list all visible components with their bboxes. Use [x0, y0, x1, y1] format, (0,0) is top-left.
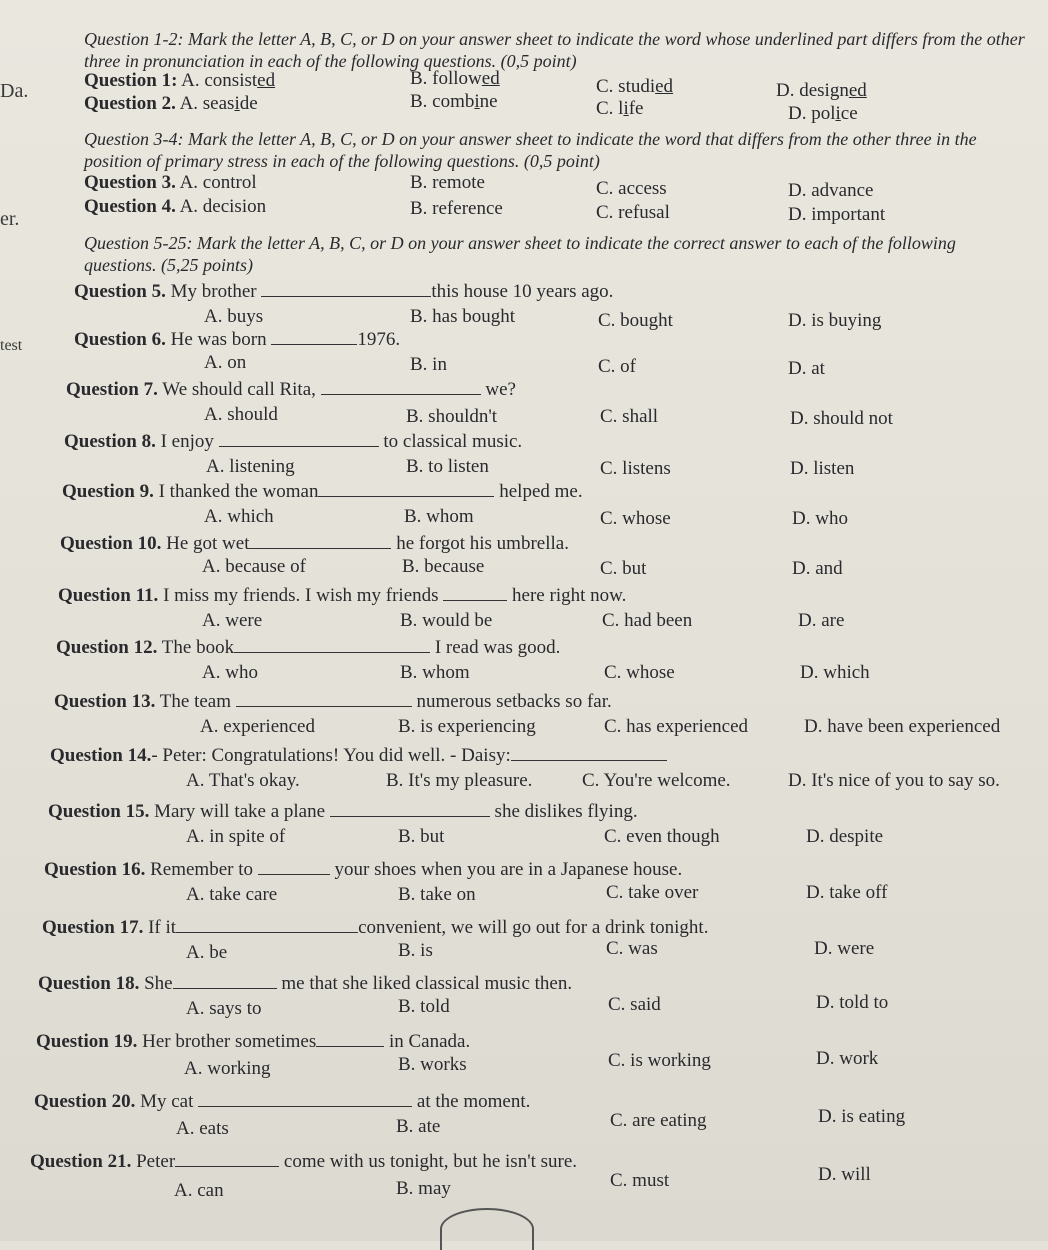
option-c[interactable]: C. is working	[608, 1050, 711, 1071]
answer-blank[interactable]	[316, 1030, 384, 1047]
question-3: Question 3. A. control	[84, 172, 257, 193]
option-d[interactable]: D. is eating	[818, 1106, 906, 1127]
option-b[interactable]: B. shouldn't	[406, 406, 498, 427]
option-b[interactable]: B. followed	[410, 68, 500, 89]
option-a[interactable]: A. who	[202, 662, 258, 683]
answer-blank[interactable]	[330, 800, 490, 817]
option-d[interactable]: D. work	[816, 1048, 879, 1069]
pencil-sketch	[440, 1208, 534, 1250]
answer-blank[interactable]	[261, 280, 431, 297]
option-d[interactable]: D. will	[818, 1164, 871, 1185]
option-a[interactable]: A. working	[184, 1058, 271, 1079]
instructions-1-2: Question 1-2: Mark the letter A, B, C, or D on your answer sheet to indicate the word whose underlined part differs from the other three in pronunciation in each of the following questions. (0,5 point)	[84, 29, 1025, 71]
option-d[interactable]: D. designed	[776, 80, 867, 101]
option-a[interactable]: A. which	[204, 506, 274, 527]
option-b[interactable]: B. has bought	[410, 306, 516, 327]
answer-blank[interactable]	[173, 972, 277, 989]
option-c[interactable]: C. take over	[606, 882, 699, 903]
question-18: Question 18. She me that she liked classical music then.	[38, 973, 573, 994]
instructions-3-4: Question 3-4: Mark the letter A, B, C, or D on your answer sheet to indicate the word that differs from the other three in the position of primary stress in each of the following questions. (0,5 point)	[84, 129, 977, 171]
option-c[interactable]: C. even though	[604, 826, 720, 847]
question-19: Question 19. Her brother sometimes in Canada.	[36, 1031, 471, 1052]
option-c[interactable]: C. listens	[600, 458, 671, 479]
option-d[interactable]: D. It's nice of you to say so.	[788, 770, 1000, 791]
option-b[interactable]: B. may	[396, 1178, 451, 1199]
question-6: Question 6. He was born 1976.	[74, 329, 401, 350]
option-a[interactable]: A. buys	[204, 306, 264, 327]
option-d[interactable]: D. is buying	[788, 310, 882, 331]
option-d[interactable]: D. despite	[806, 826, 884, 847]
option-a[interactable]: A. take care	[186, 884, 278, 905]
option-c[interactable]: C. bought	[598, 310, 673, 331]
answer-blank[interactable]	[318, 480, 494, 497]
option-b[interactable]: B. ate	[396, 1116, 441, 1137]
option-c[interactable]: C. life	[596, 98, 644, 119]
option-d[interactable]: D. important	[788, 204, 886, 225]
question-12: Question 12. The book I read was good.	[56, 637, 561, 658]
question-14: Question 14.- Peter: Congratulations! You did well. - Daisy:	[50, 744, 667, 767]
answer-blank[interactable]	[175, 1150, 279, 1167]
option-c[interactable]: C. refusal	[596, 202, 670, 223]
option-b[interactable]: B. because	[402, 556, 485, 577]
answer-blank[interactable]	[234, 636, 430, 653]
margin-note: er.	[0, 208, 20, 230]
option-d[interactable]: D. and	[792, 558, 843, 579]
option-a[interactable]: A. control	[179, 172, 257, 193]
option-a[interactable]: A. That's okay.	[186, 770, 300, 791]
option-b[interactable]: B. combine	[410, 91, 498, 112]
option-a[interactable]: A. experienced	[200, 716, 315, 737]
question-9: Question 9. I thanked the woman helped me.	[62, 481, 583, 502]
option-c[interactable]: C. said	[608, 994, 661, 1015]
option-a[interactable]: A. because of	[202, 556, 306, 577]
option-c[interactable]: C. has experienced	[604, 716, 749, 737]
option-a[interactable]: A. eats	[176, 1118, 229, 1139]
question-21: Question 21. Peter come with us tonight, but he isn't sure.	[30, 1151, 578, 1172]
instructions-5-25: Question 5-25: Mark the letter A, B, C, or D on your answer sheet to indicate the correct answer to each of the following questions. (5,25 points)	[84, 233, 956, 275]
option-b[interactable]: B. is experiencing	[398, 716, 536, 737]
question-2: Question 2. A. seaside	[84, 93, 258, 114]
option-c[interactable]: C. are eating	[610, 1110, 707, 1131]
option-c[interactable]: C. must	[610, 1170, 670, 1191]
question-16: Question 16. Remember to your shoes when you are in a Japanese house.	[44, 859, 683, 880]
question-8: Question 8. I enjoy to classical music.	[64, 431, 523, 452]
answer-blank[interactable]	[321, 378, 481, 395]
option-c[interactable]: C. was	[606, 938, 658, 959]
option-c[interactable]: C. studied	[596, 76, 674, 97]
option-b[interactable]: B. but	[398, 826, 445, 847]
option-a[interactable]: A. on	[204, 352, 247, 373]
option-a[interactable]: A. should	[204, 404, 278, 425]
option-c[interactable]: C. shall	[600, 406, 659, 427]
option-a[interactable]: A. seaside	[179, 93, 258, 114]
option-a[interactable]: A. in spite of	[186, 826, 286, 847]
question-10: Question 10. He got wet he forgot his umbrella.	[60, 533, 569, 554]
answer-blank[interactable]	[443, 584, 507, 601]
option-d[interactable]: D. should not	[790, 408, 893, 429]
option-d[interactable]: D. are	[798, 610, 845, 631]
option-b[interactable]: B. told	[398, 996, 450, 1017]
margin-note: Da.	[0, 80, 29, 102]
option-a[interactable]: A. listening	[206, 456, 295, 477]
margin-note: test	[0, 337, 23, 354]
question-17: Question 17. If it convenient, we will go out for a drink tonight.	[42, 917, 709, 938]
option-a[interactable]: A. were	[202, 610, 263, 631]
answer-blank[interactable]	[198, 1090, 412, 1107]
answer-blank[interactable]	[271, 328, 357, 345]
answer-blank[interactable]	[258, 858, 330, 875]
option-d[interactable]: D. told to	[816, 992, 889, 1013]
answer-blank[interactable]	[511, 744, 667, 761]
option-b[interactable]: B. works	[398, 1054, 467, 1075]
question-1: Question 1: A. consisted	[84, 70, 276, 91]
answer-blank[interactable]	[176, 916, 358, 933]
option-d[interactable]: D. listen	[790, 458, 855, 479]
question-11: Question 11. I miss my friends. I wish my friends here right now.	[58, 585, 627, 606]
option-c[interactable]: C. but	[600, 558, 647, 579]
option-c[interactable]: C. of	[598, 356, 636, 377]
option-d[interactable]: D. which	[800, 662, 870, 683]
option-a[interactable]: A. be	[186, 942, 228, 963]
option-d[interactable]: D. at	[788, 358, 825, 379]
option-b[interactable]: B. is	[398, 940, 433, 961]
question-15: Question 15. Mary will take a plane she dislikes flying.	[48, 801, 638, 822]
option-b[interactable]: B. whom	[400, 662, 470, 683]
answer-blank[interactable]	[249, 532, 391, 549]
option-d[interactable]: D. advance	[788, 180, 874, 201]
option-b[interactable]: B. to listen	[406, 456, 489, 477]
option-a[interactable]: A. says to	[186, 998, 262, 1019]
option-d[interactable]: D. were	[814, 938, 875, 959]
option-d[interactable]: D. have been experienced	[804, 716, 1001, 737]
option-c[interactable]: C. had been	[602, 610, 693, 631]
option-b[interactable]: B. would be	[400, 610, 493, 631]
question-4: Question 4. A. decision	[84, 196, 267, 217]
option-b[interactable]: B. remote	[410, 172, 485, 193]
option-b[interactable]: B. whom	[404, 506, 474, 527]
answer-blank[interactable]	[236, 690, 412, 707]
question-7: Question 7. We should call Rita, we?	[66, 379, 516, 400]
option-a[interactable]: A. decision	[179, 196, 267, 217]
option-c[interactable]: C. access	[596, 178, 667, 199]
option-c[interactable]: C. whose	[600, 508, 671, 529]
option-b[interactable]: B. take on	[398, 884, 476, 905]
option-c[interactable]: C. You're welcome.	[582, 770, 731, 791]
option-b[interactable]: B. in	[410, 354, 447, 375]
option-d[interactable]: D. police	[788, 103, 858, 124]
option-a[interactable]: A. consisted	[181, 70, 276, 91]
question-20: Question 20. My cat at the moment.	[34, 1091, 531, 1112]
answer-blank[interactable]	[219, 430, 379, 447]
option-b[interactable]: B. reference	[410, 198, 503, 219]
option-c[interactable]: C. whose	[604, 662, 675, 683]
option-d[interactable]: D. who	[792, 508, 848, 529]
question-5: Question 5. My brother this house 10 years ago.	[74, 281, 614, 302]
question-13: Question 13. The team numerous setbacks so far.	[54, 691, 612, 712]
option-d[interactable]: D. take off	[806, 882, 888, 903]
option-a[interactable]: A. can	[174, 1180, 224, 1201]
option-b[interactable]: B. It's my pleasure.	[386, 770, 533, 791]
